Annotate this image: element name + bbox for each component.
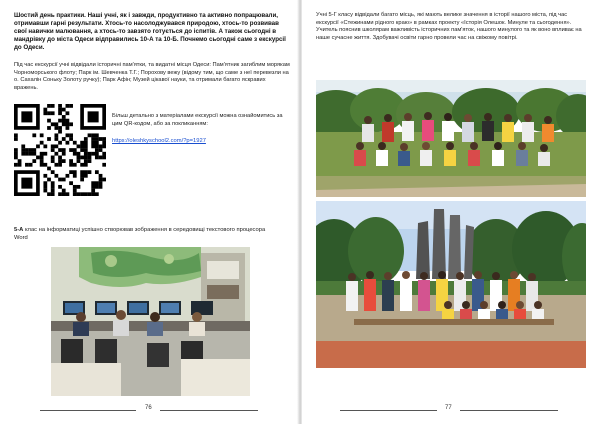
class-5g-paragraph: Учні 5-Г класу відвідали багато місць, які мають велике значення в історії нашого міста, під час екскурсії «Стежинами рідного краю» в рамках проекту «Історія Олешок. Минуле та сьогодення». Учитель пояснив школярам важливість історичних пам'яток, нашого минулого та як воно впливає на наше сучасне життя. Здобувачі освіти гарно провели час на свіжому повітрі. <box>316 12 582 41</box>
footer-line-right-a <box>340 410 437 411</box>
qr-code-icon[interactable] <box>14 104 106 196</box>
excursion-paragraph: Під час екскурсії учні відвідали історичні пам'ятки, та видатні місця Одеси: Пам'ятник загиблим морякам Чорноморського флоту; Парк ім. Шевченка Т.Г.; Порохову вежу (відому тим, що саме з неї перевезли на о. Сахалін Соньку Золоту ручку); Парк Афін; Музей цікавої науки, та отримали багато яскравих вражень. <box>14 62 290 91</box>
class-5a-caption <box>14 227 278 242</box>
group-photo-monument <box>316 201 586 368</box>
footer-line-left-b <box>160 410 258 411</box>
intro-paragraph: Шостий день практики. Наші учні, як і завжди, продуктивно та активно попрацювали, отримавши гарні результати. Хтось-то насолоджувався природою, хтось-то розвивав свої навички малювання, а хтось-то завзято готується до іспитів. А також сьогодні в мандрівку до міста Одеси відправились 10-А та 10-Б. Почнемо сьогодні саме з екскурсії до Одеси. <box>14 12 286 52</box>
group-photo-field <box>316 80 586 197</box>
page-number-left: 76 <box>145 405 152 411</box>
footer-line-left-a <box>40 410 136 411</box>
class-5a-label: 5-А <box>14 227 24 233</box>
class-5a-text: клас на інформатиці успішно створював зображення в середовищі текстового процесора Word <box>14 227 266 241</box>
right-page <box>302 0 600 424</box>
left-page <box>0 0 298 424</box>
qr-caption: Більш детально з матеріалами екскурсії можна ознайомитись за цим QR-кодом, або за покликанням: <box>112 113 283 127</box>
footer-line-right-b <box>460 410 558 411</box>
classroom-photo <box>51 247 250 396</box>
page-number-right: 77 <box>445 405 452 411</box>
excursion-link[interactable]: https://oleshkyschool2.com/?p=1927 <box>112 138 206 144</box>
